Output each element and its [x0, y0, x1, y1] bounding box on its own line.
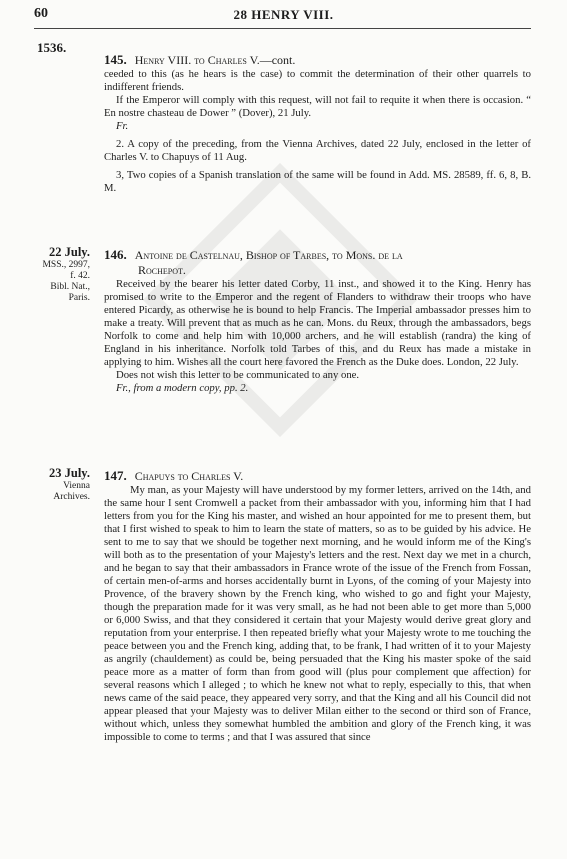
entry-146: [104, 247, 531, 395]
entry-title: Henry VIII. to Charles V.: [134, 53, 260, 67]
entry-147-margin: 23 July. Vienna Archives.: [34, 466, 90, 503]
page-number: 60: [34, 6, 48, 21]
entry-145: [104, 52, 531, 195]
paragraph: Does not wish this letter to be communicated to any one.: [116, 369, 360, 381]
header-rule: [34, 28, 531, 29]
entry-145-heading: [104, 52, 531, 68]
entry-147-heading: [104, 468, 531, 484]
entry-147: [104, 468, 531, 744]
entry-number: 145.: [104, 52, 127, 67]
source-note: Fr.: [116, 120, 129, 132]
entry-title: Chapuys to Charles V.: [134, 469, 244, 483]
note-paragraph: 3, Two copies of a Spanish translation of the same will be found in Add. MS. 28589, ff. 6, 8, B. M.: [104, 169, 531, 194]
source-note: Fr., from a modern copy, pp. 2.: [116, 382, 249, 394]
running-header: 28 HENRY VIII.: [233, 7, 334, 22]
entry-cont: —cont.: [259, 53, 296, 67]
note-paragraph: 2. A copy of the preceding, from the Vienna Archives, dated 22 July, enclosed in the letter of Charles V. to Chapuys of 11 Aug.: [104, 138, 531, 163]
paragraph: ceeded to this (as he hears is the case) to commit the determination of their other quarrels to indifferent friends.: [104, 68, 531, 93]
paragraph: Received by the bearer his letter dated Corby, 11 inst., and showed it to the King. Henry has promised to write to the Emperor and the regent of Flanders to withdraw their troops who have entered Picardy, as otherwise he is bound to help Francis. The Imperial ambassador presses him to make a treaty. Will prevent that as much as he can. Mons. du Reux, through the ambassadors, begs Norfolk to come and help him with 10,000 archers, and he will establish (randra) the king of England in his inheritance. Norfolk told Tarbes of this, and du Reux has made a mistake in applying to him. Wishes all the court here favored the French as the Duke does. London, 22 July.: [104, 278, 531, 368]
paragraph: My man, as your Majesty will have understood by my former letters, arrived on the 14th, and the same hour I sent Cromwell a packet from their ambassador with you, informing him that I had letters from you for the King his master, and wished an hour appointed for me to present them, but that I first wished to speak to him to learn the state of matters, so as to be guided by his advice. He sent to me to say that we should be together next morning, and he would inform me of the King's will both as to the presentation of your Majesty's letters and the rest. Next day we met in a church, and he began to say that their ambassadors in France wrote of the issue of the French from Fossan, of certain men-of-arms and horses accidentally burnt in Lyons, of the coming of your Majesty into Provence, of the bravery shown by the French king, who wished to go and fight your Majesty, though the preparation made for it was very small, as he had not been able to get more than 5,000 or 6,000 Swiss, and that they considered it certain that your Majesty would derive great glory and reputation from your enterprise. I then repeated briefly what your Majesty wrote to me touching the peace between you and the French king, adding that, to be frank, I had written of it to your Majesty as angrily (chauldement) as could be, being persuaded that the King his master spoke of the said peace more as a matter of form than from good will (plus pour complement que affection) for several reasons which I alleged ; to which he knew not what to reply, especially to this, that when news came of the said peace, they appeared very sorry, and that the King and all his Council did not appear pleased that your Majesty was to deliver Milan either to the second or third son of France, without which, unless they somewhat humbled the ambition and glory of the French king, it was impossible to come to terms ; and that I was assured that since: [104, 484, 531, 743]
entry-date: 23 July.: [49, 466, 90, 480]
entry-date: 22 July.: [49, 245, 90, 259]
paragraph: If the Emperor will comply with this request, will not fail to requite it when there is occasion. “ En nostre chasteau de Dower ” (Dover), 21 July.: [104, 94, 532, 119]
entry-title: Antoine de Castelnau, Bishop of Tarbes, to Mons. de la: [134, 248, 403, 262]
entry-146-heading: [104, 247, 531, 263]
entry-number: 146.: [104, 247, 127, 262]
entry-number: 147.: [104, 468, 127, 483]
entry-title-cont: Rochepot.: [138, 263, 186, 277]
entry-146-margin: 22 July. MSS., 2997, f. 42. Bibl. Nat., Paris.: [34, 245, 90, 304]
margin-year: 1536.: [37, 40, 67, 55]
